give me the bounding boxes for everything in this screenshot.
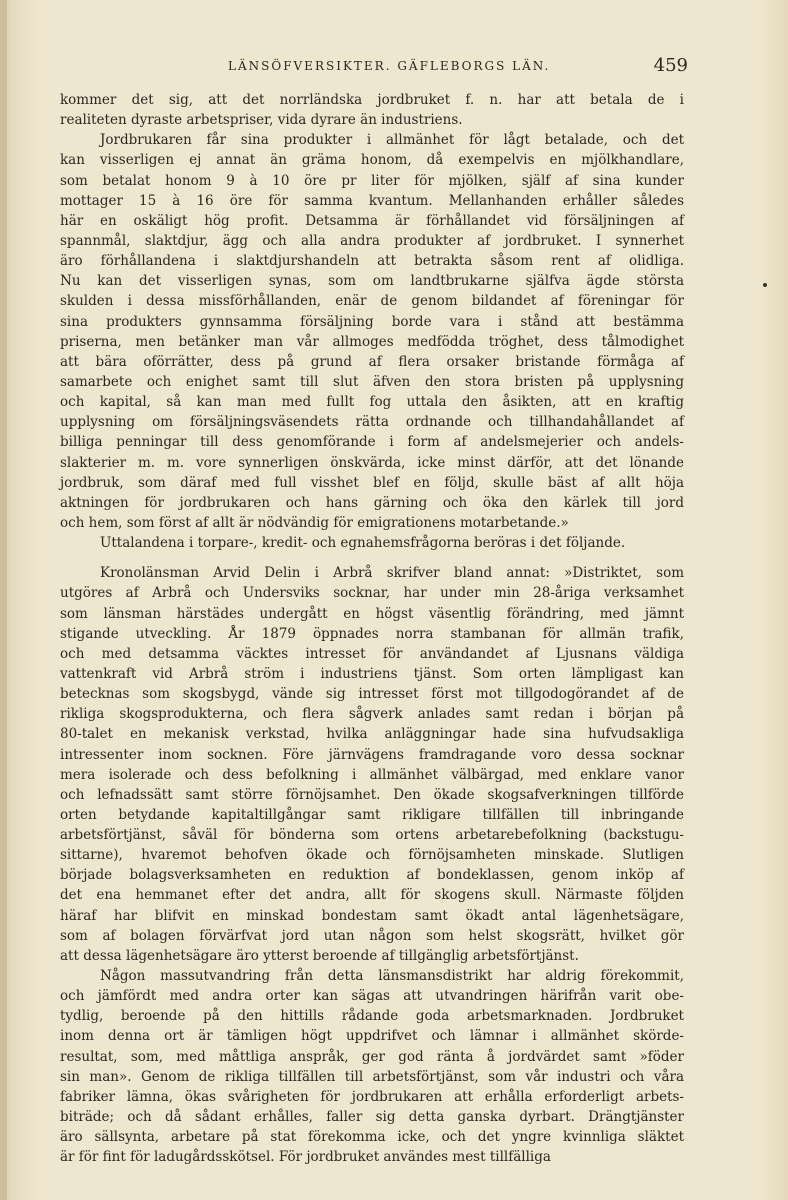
text-line: sina produkters gynnsamma försäljning borde vara i stånd att bestämma	[60, 313, 684, 330]
paragraph	[60, 90, 684, 130]
text-line: häraf har blifvit en minskad bondestam samt ökadt antal lägenhetsägare,	[60, 907, 684, 924]
text-line: utgöres af Arbrå och Undersviks socknar, har under min 28-åriga verksamhet	[60, 585, 684, 602]
text-line: stigande utveckling. År 1879 öppnades norra stambanan för allmän trafik,	[60, 625, 684, 642]
page-number: 459	[653, 55, 688, 76]
text-line: Nu kan det visserligen synas, som om landtbrukarne själfva ägde största	[60, 273, 684, 290]
text-line: Någon massutvandring från detta länsmansdistrikt har aldrig förekommit,	[100, 968, 684, 985]
text-line: skulden i dessa missförhållanden, enär de genom bildandet af föreningar för	[60, 293, 684, 310]
text-line: att dessa lägenhetsägare äro ytterst beroende af tillgänglig arbetsförtjänst.	[60, 947, 579, 964]
text-line: orten betydande kapitaltillgångar samt rikligare tillfällen till inbringande	[60, 806, 684, 823]
text-line: och lefnadssätt samt större förnöjsamhet. Den ökade skogsafverkningen tillförde	[60, 786, 684, 803]
text-line: billiga penningar till dess genomförande i form af andelsmejerier och andels-	[60, 434, 684, 451]
page-binding-edge	[0, 0, 7, 1200]
text-line: det ena hemmanet efter det andra, allt för skogens skull. Närmaste följden	[60, 887, 684, 904]
text-line: intressenter inom socknen. Före järnvägens framdragande voro dessa socknar	[60, 746, 684, 763]
text-line: tydlig, beroende på den hittills rådande goda arbetsmarknaden. Jordbruket	[60, 1008, 684, 1025]
text-line: och jämfördt med andra orter kan sägas att utvandringen härifrån varit obe-	[60, 988, 684, 1005]
text-line: jordbruk, som däraf med full visshet blef en följd, skulle bäst af allt höja	[60, 474, 684, 491]
text-line: priserna, men betänker man vår allmoges medfödda tröghet, dess tålmodighet	[60, 333, 684, 350]
page-header	[60, 48, 688, 78]
text-line: upplysning om försäljningsväsendets rätta ordnande och tillhandahållandet af	[60, 414, 684, 431]
text-line: började bolagsverksamheten en reduktion af bondeklassen, genom inköp af	[60, 867, 684, 884]
text-line: Uttalandena i torpare-, kredit- och egnahemsfrågorna beröras i det följande.	[100, 535, 626, 552]
text-line: äro sällsynta, arbetare på stat förekomma icke, och det yngre kvinnliga släktet	[60, 1129, 684, 1146]
text-line: och hem, som först af allt är nödvändig för emigrationens motarbetande.»	[60, 514, 569, 531]
text-line: här en oskäligt hög profit. Detsamma är förhållandet vid försäljningen af	[60, 212, 684, 229]
text-line: samarbete och enighet samt till slut äfven den stora bristen på upplysning	[60, 373, 684, 390]
body-text	[60, 90, 684, 1167]
text-line: som länsman härstädes undergått en högst väsentlig förändring, med jämnt	[60, 605, 684, 622]
text-line: inom denna ort är tämligen högt uppdrifvet och lämnar i allmänhet skörde-	[60, 1028, 684, 1045]
text-line: och kapital, så kan man med fullt fog uttala den åsikten, att en kraftig	[60, 394, 684, 411]
text-line: Jordbrukaren får sina produkter i allmänhet för lågt betalade, och det	[100, 132, 684, 149]
text-line: vattenkraft vid Arbrå ström i industriens tjänst. Som orten lämpligast kan	[60, 665, 684, 682]
text-line: fabriker lämna, ökas svårigheten för jordbrukaren att erhålla erforderligt arbets-	[60, 1088, 684, 1105]
text-line: sin man». Genom de rikliga tillfällen till arbetsförtjänst, som vår industri och våra	[60, 1068, 684, 1085]
text-line: spannmål, slaktdjur, ägg och alla andra produkter af jordbruket. I synnerhet	[60, 232, 684, 249]
text-line: kan visserligen ej annat än gräma honom, då exempelvis en mjölkhandlare,	[60, 152, 684, 169]
text-line: och med detsamma väcktes intresset för användandet af Ljusnans väldiga	[60, 645, 684, 662]
paragraph	[60, 563, 684, 966]
text-line: sittarne), hvaremot behofven ökade och förnöjsamheten minskade. Slutligen	[60, 847, 684, 864]
paragraph-gap	[60, 553, 684, 563]
text-line: att bära oförrätter, dess på grund af flera orsaker bristande förmåga af	[60, 353, 684, 370]
paragraph	[60, 966, 684, 1167]
text-line: betecknas som skogsbygd, vände sig intresset först mot tillgodogörandet af de	[60, 686, 684, 703]
text-line: slakterier m. m. vore synnerligen önskvärda, icke minst därför, att det lönande	[60, 454, 684, 471]
paragraph	[60, 130, 684, 533]
paragraph	[60, 533, 684, 553]
text-line: äro förhållandena i slaktdjurshandeln att betrakta såsom rent af olidliga.	[60, 253, 684, 270]
text-line: arbetsförtjänst, såväl för bönderna som ortens arbetarebefolkning (backstugu-	[60, 827, 684, 844]
text-line: som af bolagen förvärfvat jord utan någon som helst skogsrätt, hvilket gör	[60, 927, 684, 944]
text-line: 80-talet en mekanisk verkstad, hvilka anläggningar hade sina hufvudsakliga	[60, 726, 684, 743]
text-line: mottager 15 à 16 öre för samma kvantum. Mellanhanden erhåller således	[60, 192, 684, 209]
running-title: LÄNSÖFVERSIKTER. GÄFLEBORGS LÄN.	[228, 59, 551, 73]
text-line: resultat, som, med måttliga anspråk, ger god ränta å jordvärdet samt »föder	[60, 1048, 684, 1065]
text-line: mera isolerade och dess befolkning i allmänhet välbärgad, med enklare vanor	[60, 766, 684, 783]
text-line: är för fint för ladugårdsskötsel. För jordbruket användes mest tillfälliga	[60, 1149, 551, 1166]
text-line: Kronolänsman Arvid Delin i Arbrå skrifver bland annat: »Distriktet, som	[100, 565, 684, 582]
text-line: som betalat honom 9 à 10 öre pr liter för mjölken, själf af sina kunder	[60, 172, 684, 189]
text-line: aktningen för jordbrukaren och hans gärning och öka den kärlek till jord	[60, 494, 684, 511]
text-line: rikliga skogsprodukterna, och flera sågverk anlades samt redan i början på	[60, 706, 684, 723]
text-line: kommer det sig, att det norrländska jordbruket f. n. har att betala de i	[60, 92, 684, 108]
text-line: realiteten dyraste arbetspriser, vida dyrare än industriens.	[60, 112, 463, 129]
ink-speck	[763, 283, 767, 287]
text-line: biträde; och då sådant erhålles, faller sig detta ganska dyrbart. Drängtjänster	[60, 1109, 684, 1126]
